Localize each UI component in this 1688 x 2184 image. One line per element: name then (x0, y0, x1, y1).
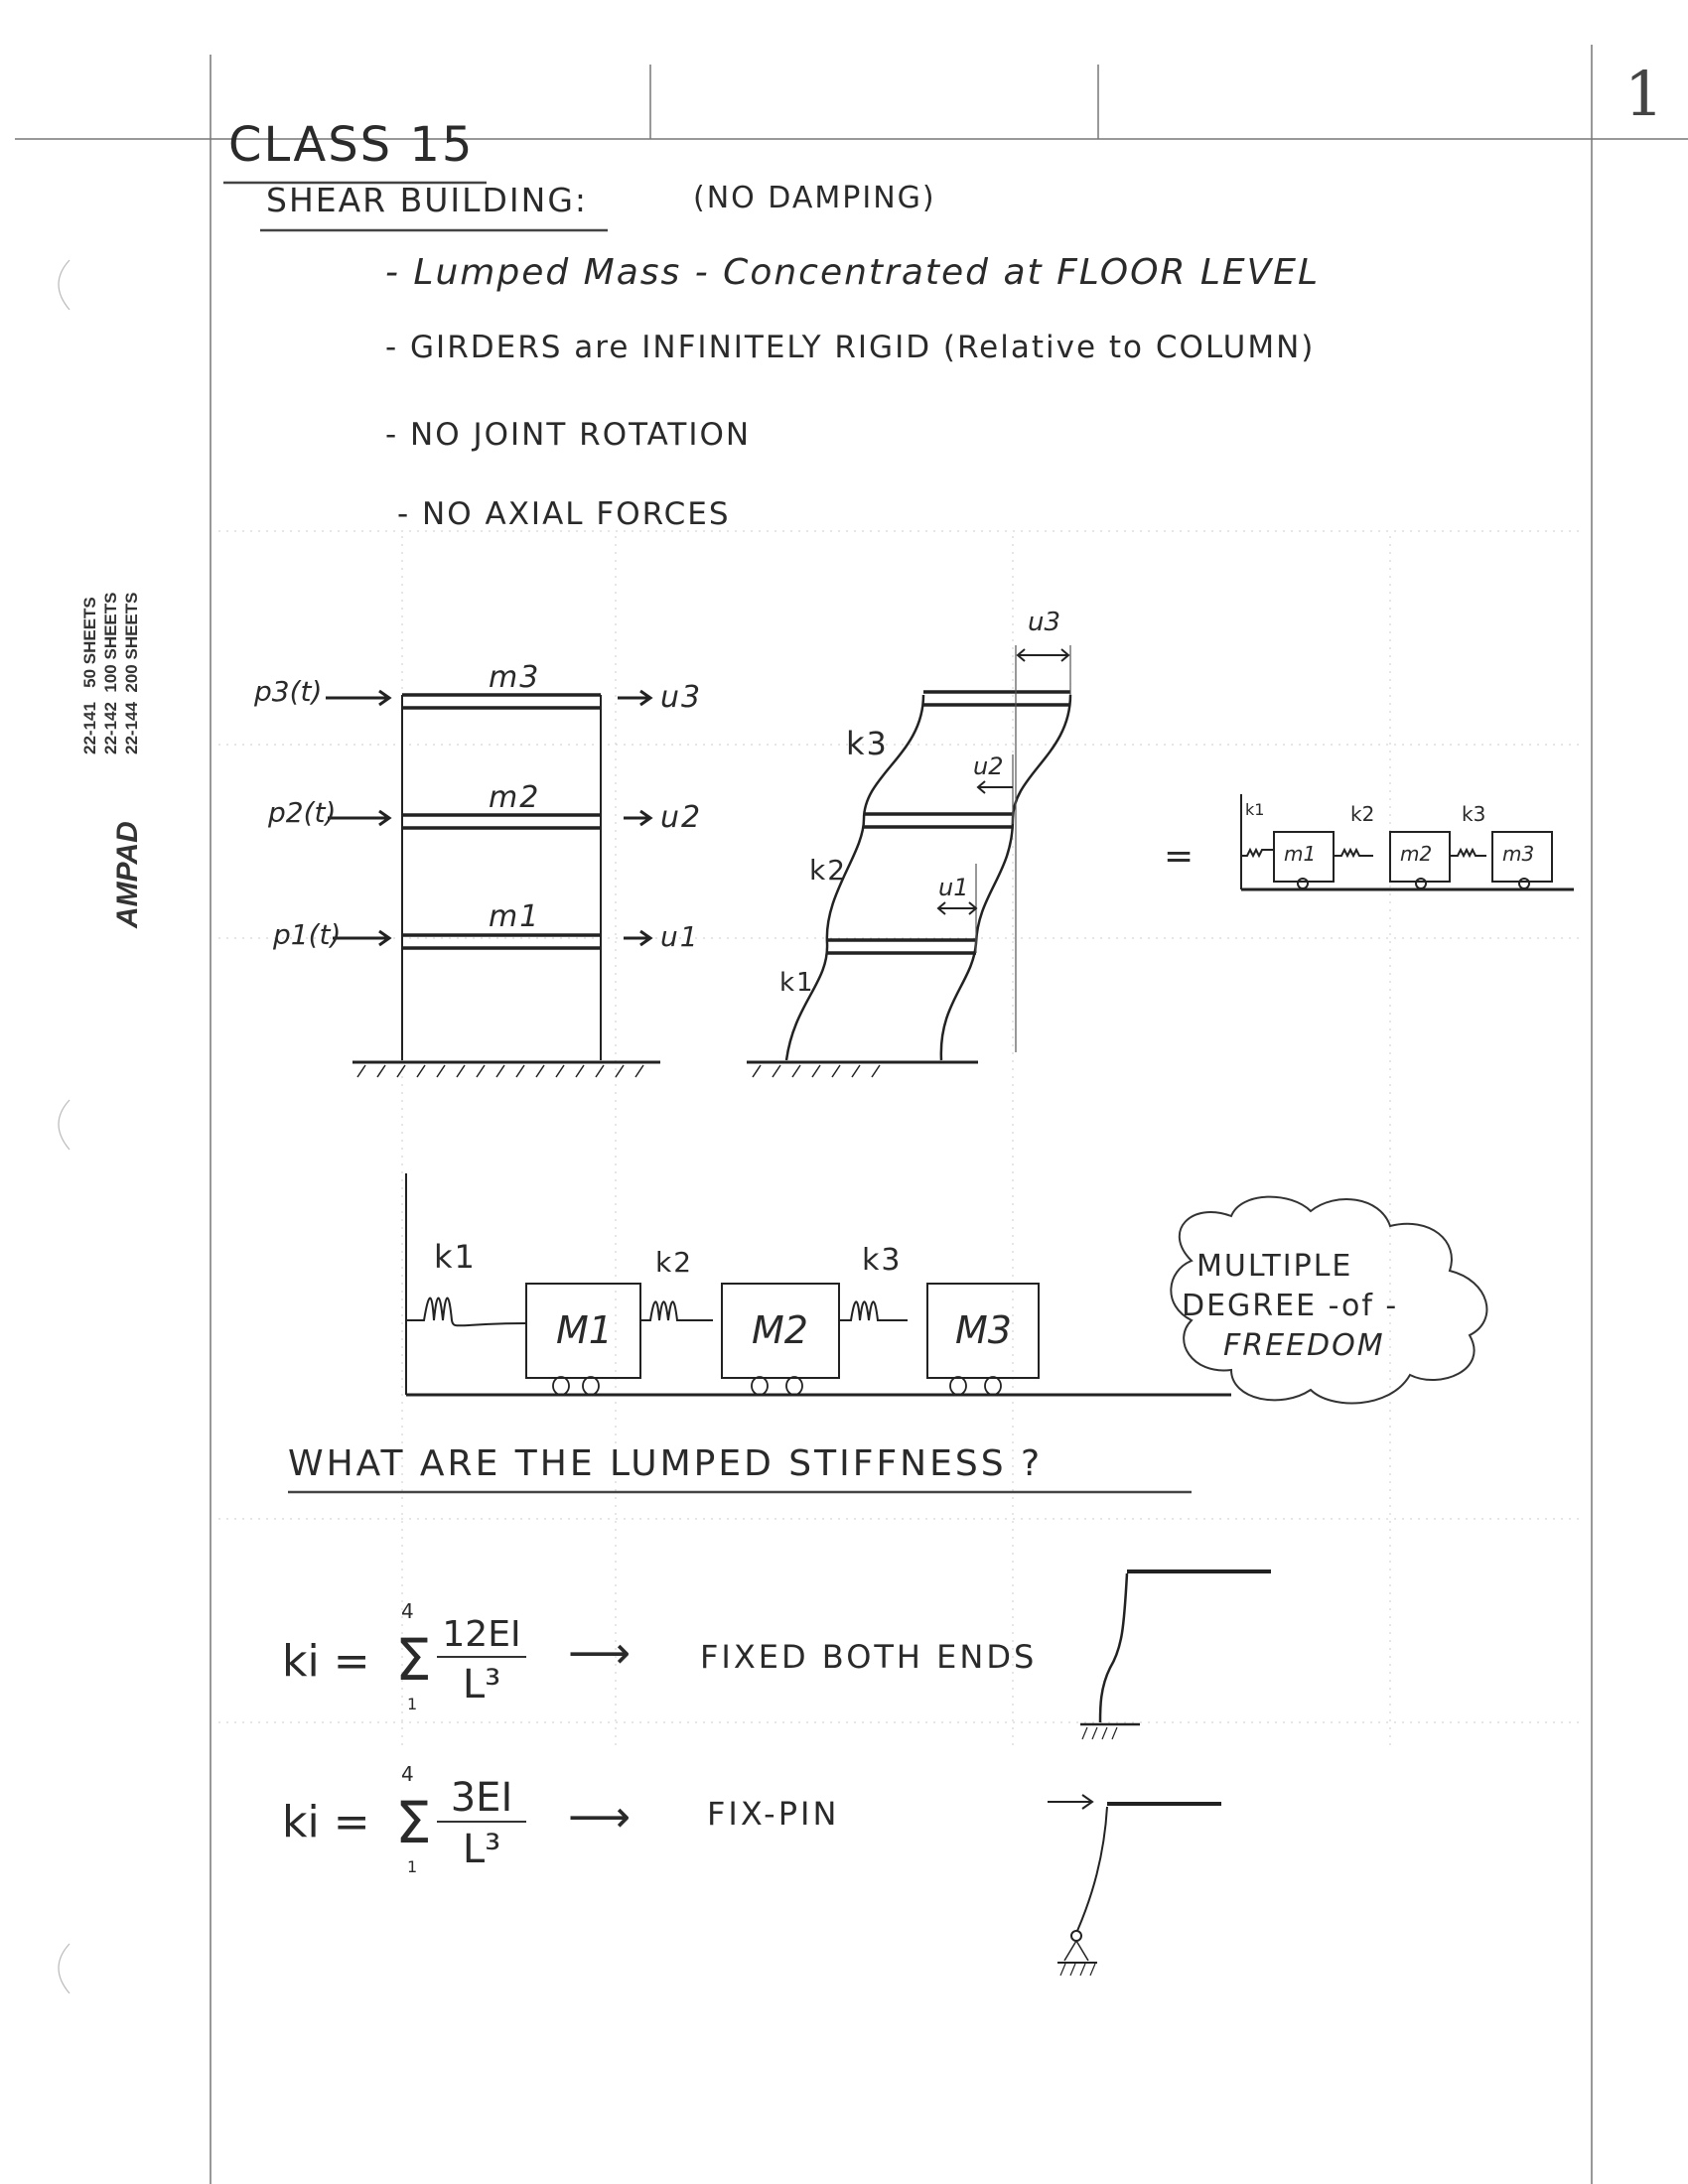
stiffness-label-k1: k1 (779, 968, 815, 998)
underlines (223, 183, 1192, 1492)
mass-block-m1: M1 (556, 1308, 613, 1352)
disp-label-u2: u2 (660, 800, 703, 835)
spring-label-k1: k1 (434, 1238, 477, 1276)
page-number: 1 (1624, 58, 1666, 130)
sum-lower-limit: 1 (407, 1695, 420, 1713)
sum-upper-limit: 4 (401, 1762, 416, 1786)
deformed-disp-u2: u2 (973, 752, 1004, 780)
disp-label-u1: u1 (660, 920, 700, 953)
pad-sheets: 100 SHEETS (101, 592, 120, 693)
section-heading: SHEAR BUILDING: (266, 181, 589, 219)
pad-code: 22-141 (80, 702, 99, 754)
equals-sign: = (1164, 836, 1196, 877)
shear-building-frame (326, 691, 660, 1077)
small-mass-m3: m3 (1502, 842, 1535, 866)
small-spring-k2: k2 (1350, 802, 1375, 826)
grid-dots (218, 531, 1579, 1747)
stiffness-label-k2: k2 (809, 854, 848, 887)
small-spring-k1: k1 (1245, 800, 1265, 819)
pad-code-3 (121, 593, 142, 755)
formula-lhs: ki = (282, 1636, 370, 1687)
pad-code: 22-144 (122, 702, 141, 754)
disp-label-u3: u3 (660, 680, 703, 715)
formula-condition: FIX-PIN (707, 1795, 840, 1833)
pad-code-2 (100, 593, 121, 755)
stiffness-question: WHAT ARE THE LUMPED STIFFNESS ? (288, 1443, 1044, 1484)
ampad-logo: AMPAD (111, 821, 144, 928)
cloud-line-1: MULTIPLE (1196, 1249, 1353, 1284)
deformed-building (747, 645, 1070, 1077)
small-mass-m1: m1 (1284, 842, 1317, 866)
pad-code: 22-142 (101, 702, 120, 754)
pad-code-1 (79, 597, 100, 754)
small-spring-k3: k3 (1462, 802, 1486, 826)
sigma-icon: Σ (395, 1626, 434, 1694)
sum-upper-limit: 4 (401, 1599, 416, 1623)
deformed-disp-u1: u1 (938, 874, 969, 901)
mass-label-m1: m1 (489, 899, 541, 934)
pad-sheets: 200 SHEETS (122, 592, 141, 693)
fix-pin-sketch (1048, 1795, 1221, 1976)
heading-note: (NO DAMPING) (693, 181, 936, 215)
arrow-icon: ⟶ (568, 1628, 633, 1679)
page-rules (15, 45, 1688, 2184)
mass-label-m3: m3 (489, 660, 541, 695)
pad-sheets: 50 SHEETS (80, 597, 99, 688)
class-title: CLASS 15 (228, 117, 475, 173)
fraction-numerator: 12EI (437, 1614, 526, 1658)
sigma-icon: Σ (395, 1789, 434, 1856)
spring-mass-system (406, 1173, 1231, 1395)
mass-label-m2: m2 (489, 780, 541, 815)
fraction-numerator: 3EI (437, 1775, 526, 1823)
bullet-item: - NO JOINT ROTATION (385, 417, 752, 453)
fraction-denominator: L³ (462, 1827, 501, 1872)
fixed-both-ends-sketch (1080, 1571, 1271, 1739)
cloud-line-3: FREEDOM (1223, 1328, 1385, 1363)
load-label-p1: p1(t) (273, 918, 342, 951)
cloud-line-2: DEGREE -of - (1182, 1289, 1399, 1323)
formula-lhs: ki = (282, 1797, 370, 1847)
load-label-p2: p2(t) (268, 796, 337, 829)
fraction-denominator: L³ (462, 1662, 501, 1707)
load-label-p3: p3(t) (254, 675, 323, 708)
bullet-item: - Lumped Mass - Concentrated at FLOOR LEVEL (385, 252, 1321, 293)
spring-label-k3: k3 (862, 1243, 903, 1278)
bullet-item: - GIRDERS are INFINITELY RIGID (Relative to COLUMN) (385, 330, 1316, 365)
deformed-disp-u3: u3 (1028, 608, 1061, 637)
mass-block-m3: M3 (955, 1308, 1012, 1352)
spring-label-k2: k2 (655, 1246, 694, 1279)
mass-block-m2: M2 (752, 1308, 808, 1352)
binder-holes (59, 260, 70, 1993)
bullet-item: - NO AXIAL FORCES (397, 496, 731, 532)
arrow-icon: ⟶ (568, 1792, 633, 1843)
sum-lower-limit: 1 (407, 1857, 420, 1876)
small-mass-m2: m2 (1400, 842, 1433, 866)
formula-condition: FIXED BOTH ENDS (700, 1638, 1038, 1676)
stiffness-label-k3: k3 (846, 725, 889, 762)
